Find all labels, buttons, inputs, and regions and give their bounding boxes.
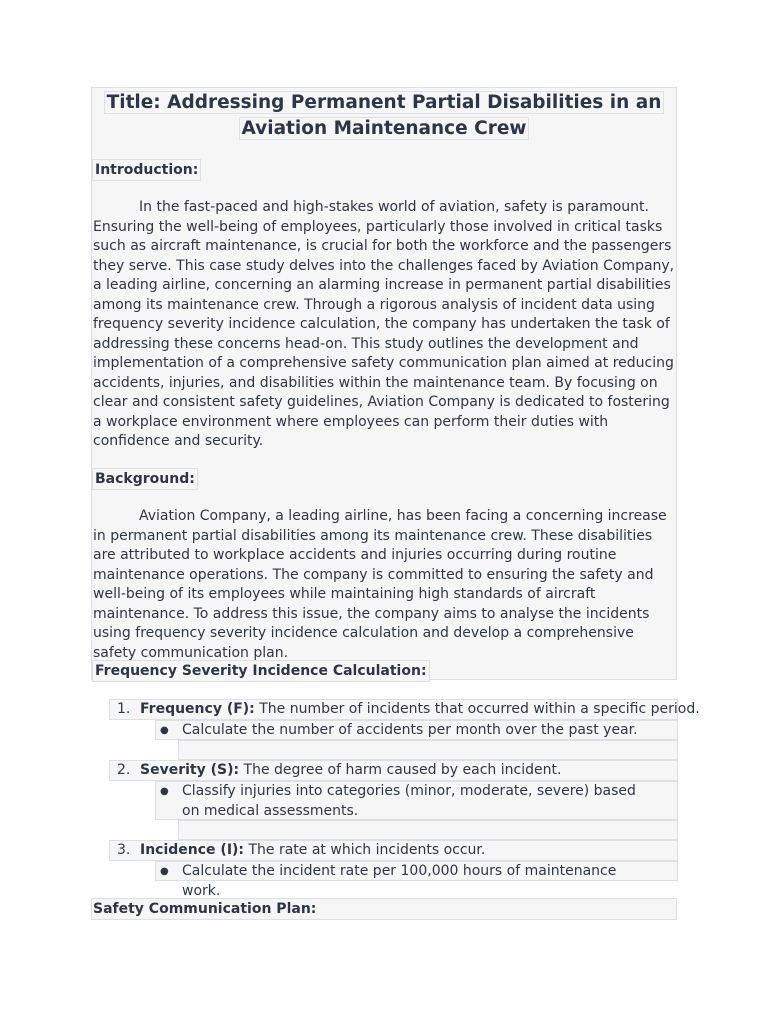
bullet-icon: ● <box>160 725 169 736</box>
list-item <box>109 699 700 720</box>
bullet-item <box>155 861 678 899</box>
safety-plan-heading: Safety Communication Plan: <box>91 898 677 920</box>
list-item <box>109 760 678 781</box>
list-item-text <box>140 841 485 861</box>
list-item-text <box>140 700 700 720</box>
title-line-2: Aviation Maintenance Crew <box>241 118 527 139</box>
title-line-1: Title: Addressing Permanent Partial Disabilities in an <box>106 92 662 113</box>
list-spacer <box>178 740 678 760</box>
list-item-term: Incidence (I): <box>140 842 245 858</box>
introduction-text: In the fast-paced and high-stakes world of aviation, safety is paramount. Ensuring the well-being of employees, particularly those involved in critical tasks such as aircraft maintenance, is crucial for both the workforce and the passengers they serve. This case study delves into the challenges faced by Aviation Company, a leading airline, concerning an alarming increase in permanent partial disabilities among its maintenance crew. Through a rigorous analysis of incident data using frequency severity incidence calculation, the company has undertaken the task of addressing these concerns head-on. This study outlines the development and implementation of a comprehensive safety communication plan aimed at reducing accidents, injuries, and disabilities within the maintenance team. By focusing on clear and consistent safety guidelines, Aviation Company is dedicated to fostering a workplace environment where employees can perform their duties with confidence and security. <box>93 199 675 449</box>
fsi-heading: Frequency Severity Incidence Calculation: <box>92 660 430 682</box>
background-heading: Background: <box>92 468 198 490</box>
list-item-desc: The number of incidents that occurred within a specific period. <box>254 701 700 717</box>
list-item-term: Severity (S): <box>140 762 240 778</box>
bullet-icon: ● <box>160 786 169 797</box>
introduction-heading: Introduction: <box>92 159 201 181</box>
document-title <box>91 90 677 142</box>
list-item-number: 3. <box>117 842 131 858</box>
list-item-term: Frequency (F): <box>140 701 255 717</box>
background-text: Aviation Company, a leading airline, has been facing a concerning increase in permanent partial disabilities among its maintenance crew. These disabilities are attributed to workplace accidents and injuries occurring during routine maintenance operations. The company is committed to ensuring the safety and well-being of its employees while maintaining high standards of aircraft maintenance. To address this issue, the company aims to analyse the incidents using frequency severity incidence calculation and develop a comprehensive safety communication plan. <box>93 508 667 661</box>
bullet-text: Classify injuries into categories (minor, moderate, severe) based on medical assessments. <box>182 783 636 819</box>
bullet-icon: ● <box>160 866 169 877</box>
list-item-number: 1. <box>117 701 131 717</box>
introduction-paragraph <box>93 198 677 452</box>
bullet-text: Calculate the number of accidents per month over the past year. <box>182 722 638 738</box>
background-paragraph <box>93 507 677 663</box>
list-item-desc: The rate at which incidents occur. <box>244 842 486 858</box>
bullet-item <box>155 781 678 820</box>
list-item-desc: The degree of harm caused by each incident. <box>239 762 562 778</box>
list-item-number: 2. <box>117 762 131 778</box>
bullet-text: Calculate the incident rate per 100,000 hours of maintenance work. <box>182 863 617 899</box>
list-item <box>109 840 678 861</box>
list-item-text <box>140 761 561 781</box>
bullet-item <box>155 720 678 740</box>
list-spacer <box>178 820 678 840</box>
